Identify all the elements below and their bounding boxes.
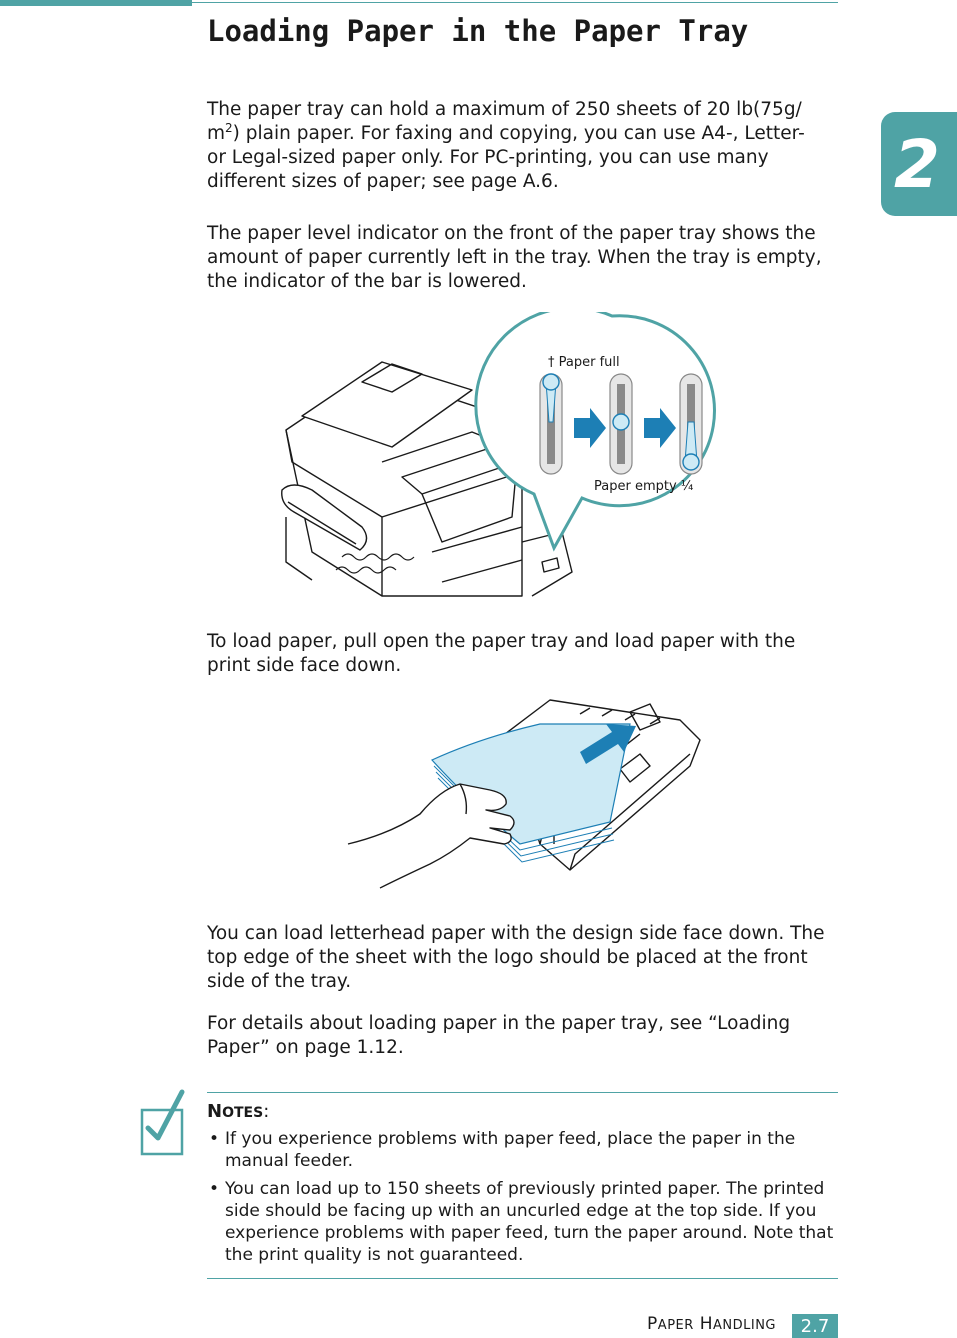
paper-level-figure <box>272 312 722 598</box>
chapter-number: 2 <box>894 125 940 203</box>
notes-heading <box>207 1101 269 1122</box>
notes-bottom-rule <box>207 1278 838 1279</box>
gauge-full <box>540 374 562 474</box>
checkmark-note-icon <box>138 1088 188 1156</box>
paragraph-paper-capacity <box>207 98 832 194</box>
paragraph-level-indicator: The paper level indicator on the front of the paper tray shows the amount of paper currently left in the tray. When the tray is empty, the indicator of the bar is lowered. <box>207 223 822 292</box>
gauge-half <box>610 374 632 474</box>
label-paper-empty: Paper empty ¼ <box>594 479 694 494</box>
top-rule <box>0 0 838 6</box>
note-item: • If you experience problems with paper feed, place the paper in the manual feeder. <box>207 1128 835 1172</box>
paragraph-letterhead: You can load letterhead paper with the design side face down. The top edge of the sheet with the logo should be placed at the front side of the tray. <box>207 923 825 992</box>
notes-heading-colon: : <box>263 1101 270 1122</box>
paragraph-load-instructions: To load paper, pull open the paper tray and load paper with the print side face down. <box>207 631 796 676</box>
page-title: Loading Paper in the Paper Tray <box>207 14 749 48</box>
notes-heading-rest: OTES <box>222 1105 264 1121</box>
text-segment: ) plain paper. For faxing and copying, you can use A4-, Letter- <box>232 123 805 144</box>
notes-heading-initial: N <box>207 1101 223 1122</box>
paper-tray-figure <box>340 694 710 890</box>
hand <box>348 784 514 888</box>
page-number-badge: 2.7 <box>792 1314 838 1338</box>
notes-list <box>207 1128 835 1272</box>
text-line: or Legal-sized paper only. For PC-printing, you can use many <box>207 147 769 168</box>
top-rule-line <box>192 2 838 3</box>
text-segment: m <box>207 123 226 144</box>
superscript: 2 <box>225 120 233 135</box>
text-line: different sizes of paper; see page A.6. <box>207 171 559 192</box>
label-paper-full: † Paper full <box>548 355 620 370</box>
gauge-empty <box>680 374 702 474</box>
page-footer <box>608 1314 838 1338</box>
top-rule-accent <box>0 0 192 6</box>
notes-top-rule <box>207 1092 838 1093</box>
note-item: • You can load up to 150 sheets of previously printed paper. The printed side should be facing up with an uncurled edge at the top side. If you experience problems with paper feed, turn the paper around. Note that the print quality is not guaranteed. <box>207 1178 835 1266</box>
chapter-tab <box>881 112 957 216</box>
footer-section-title: PAPER HANDLING <box>647 1314 776 1334</box>
text-line: The paper tray can hold a maximum of 250 sheets of 20 lb(75g/ <box>207 99 802 120</box>
paragraph-details-reference: For details about loading paper in the paper tray, see “Loading Paper” on page 1.12. <box>207 1013 791 1058</box>
